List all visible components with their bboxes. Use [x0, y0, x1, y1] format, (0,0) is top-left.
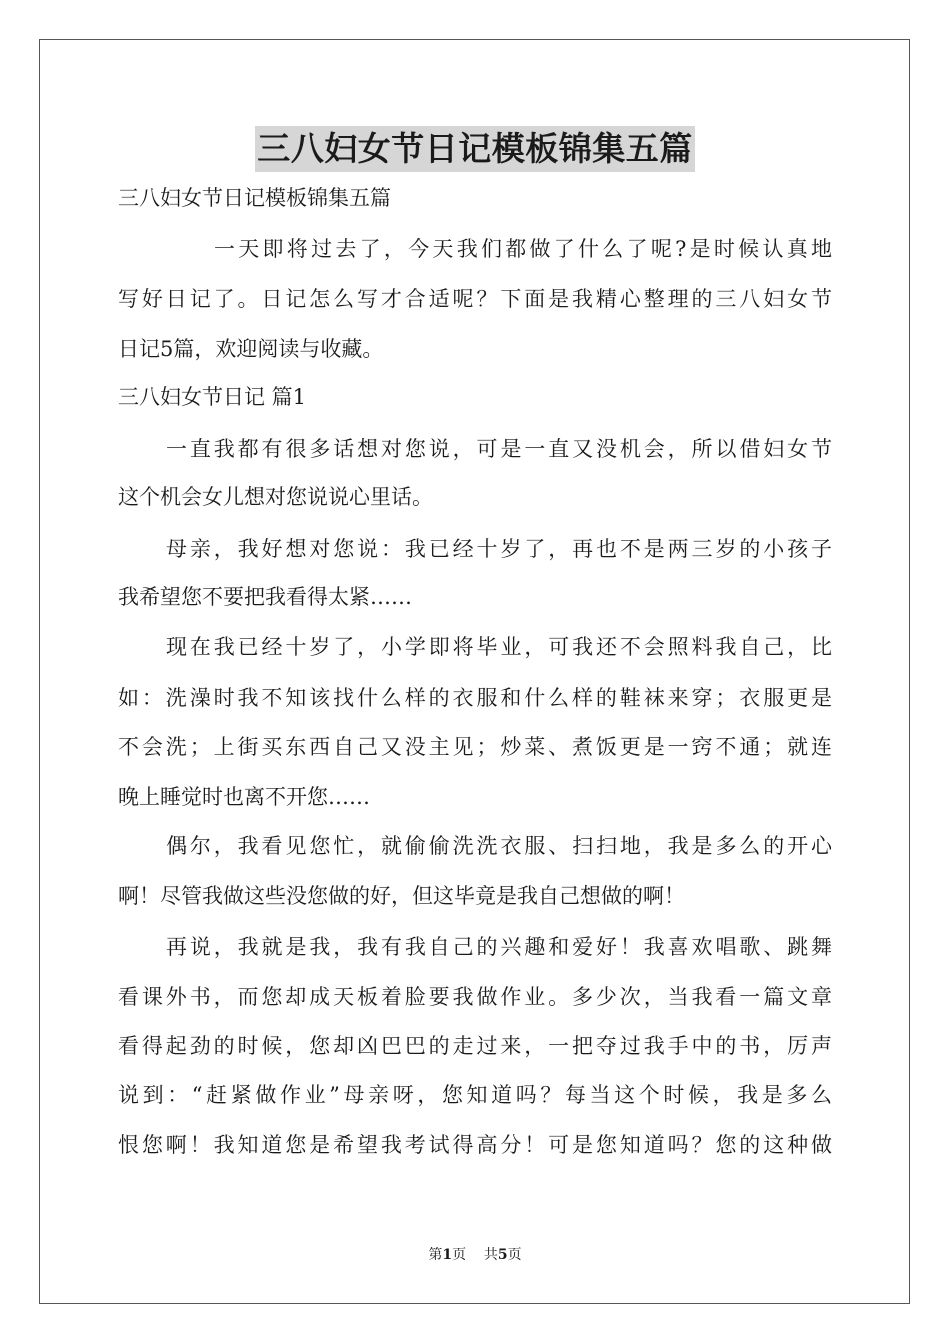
- text-line: 三八妇女节日记 篇1: [118, 385, 307, 409]
- text-line: 一天即将过去了，今天我们都做了什么了呢?是时候认真地: [214, 237, 832, 261]
- document-title: 三八妇女节日记模板锦集五篇: [255, 126, 695, 172]
- text-line: 说到：“赶紧做作业”母亲呀，您知道吗？每当这个时候，我是多么: [118, 1083, 832, 1107]
- text-line: 看课外书，而您却成天板着脸要我做作业。多少次，当我看一篇文章: [118, 985, 832, 1009]
- page-number: 1: [442, 1247, 453, 1263]
- page-suffix: 页: [452, 1247, 467, 1263]
- page-prefix: 第: [428, 1247, 443, 1263]
- text-line: 偶尔，我看见您忙，就偷偷洗洗衣服、扫扫地，我是多么的开心: [166, 834, 832, 858]
- total-suffix: 页: [507, 1247, 522, 1263]
- text-line: 母亲，我好想对您说：我已经十岁了，再也不是两三岁的小孩子: [166, 537, 832, 561]
- text-line: 一直我都有很多话想对您说，可是一直又没机会，所以借妇女节: [166, 437, 832, 461]
- text-line: 啊！尽管我做这些没您做的好，但这毕竟是我自己想做的啊！: [118, 884, 685, 908]
- text-line: 看得起劲的时候，您却凶巴巴的走过来，一把夺过我手中的书，厉声: [118, 1034, 832, 1058]
- text-line: 恨您啊！我知道您是希望我考试得高分！可是您知道吗？您的这种做: [118, 1133, 832, 1157]
- page-border: [39, 39, 910, 1304]
- text-line: 写好日记了。日记怎么写才合适呢？下面是我精心整理的三八妇女节: [118, 287, 832, 311]
- text-line: 日记5篇，欢迎阅读与收藏。: [118, 337, 384, 361]
- page-footer: [0, 1246, 950, 1264]
- total-pages: 5: [497, 1247, 508, 1263]
- title-container: [0, 126, 950, 172]
- text-line: 再说，我就是我，我有我自己的兴趣和爱好！我喜欢唱歌、跳舞: [166, 935, 832, 959]
- text-line: 晚上睡觉时也离不开您……: [118, 785, 370, 809]
- text-line: 我希望您不要把我看得太紧……: [118, 585, 412, 609]
- text-line: 这个机会女儿想对您说说心里话。: [118, 485, 433, 509]
- text-line: 现在我已经十岁了，小学即将毕业，可我还不会照料我自己，比: [166, 635, 832, 659]
- total-prefix: 共: [483, 1247, 498, 1263]
- text-line: 三八妇女节日记模板锦集五篇: [118, 186, 391, 210]
- text-line: 如：洗澡时我不知该找什么样的衣服和什么样的鞋袜来穿；衣服更是: [118, 686, 832, 710]
- text-line: 不会洗；上街买东西自己又没主见；炒菜、煮饭更是一窍不通；就连: [118, 735, 832, 759]
